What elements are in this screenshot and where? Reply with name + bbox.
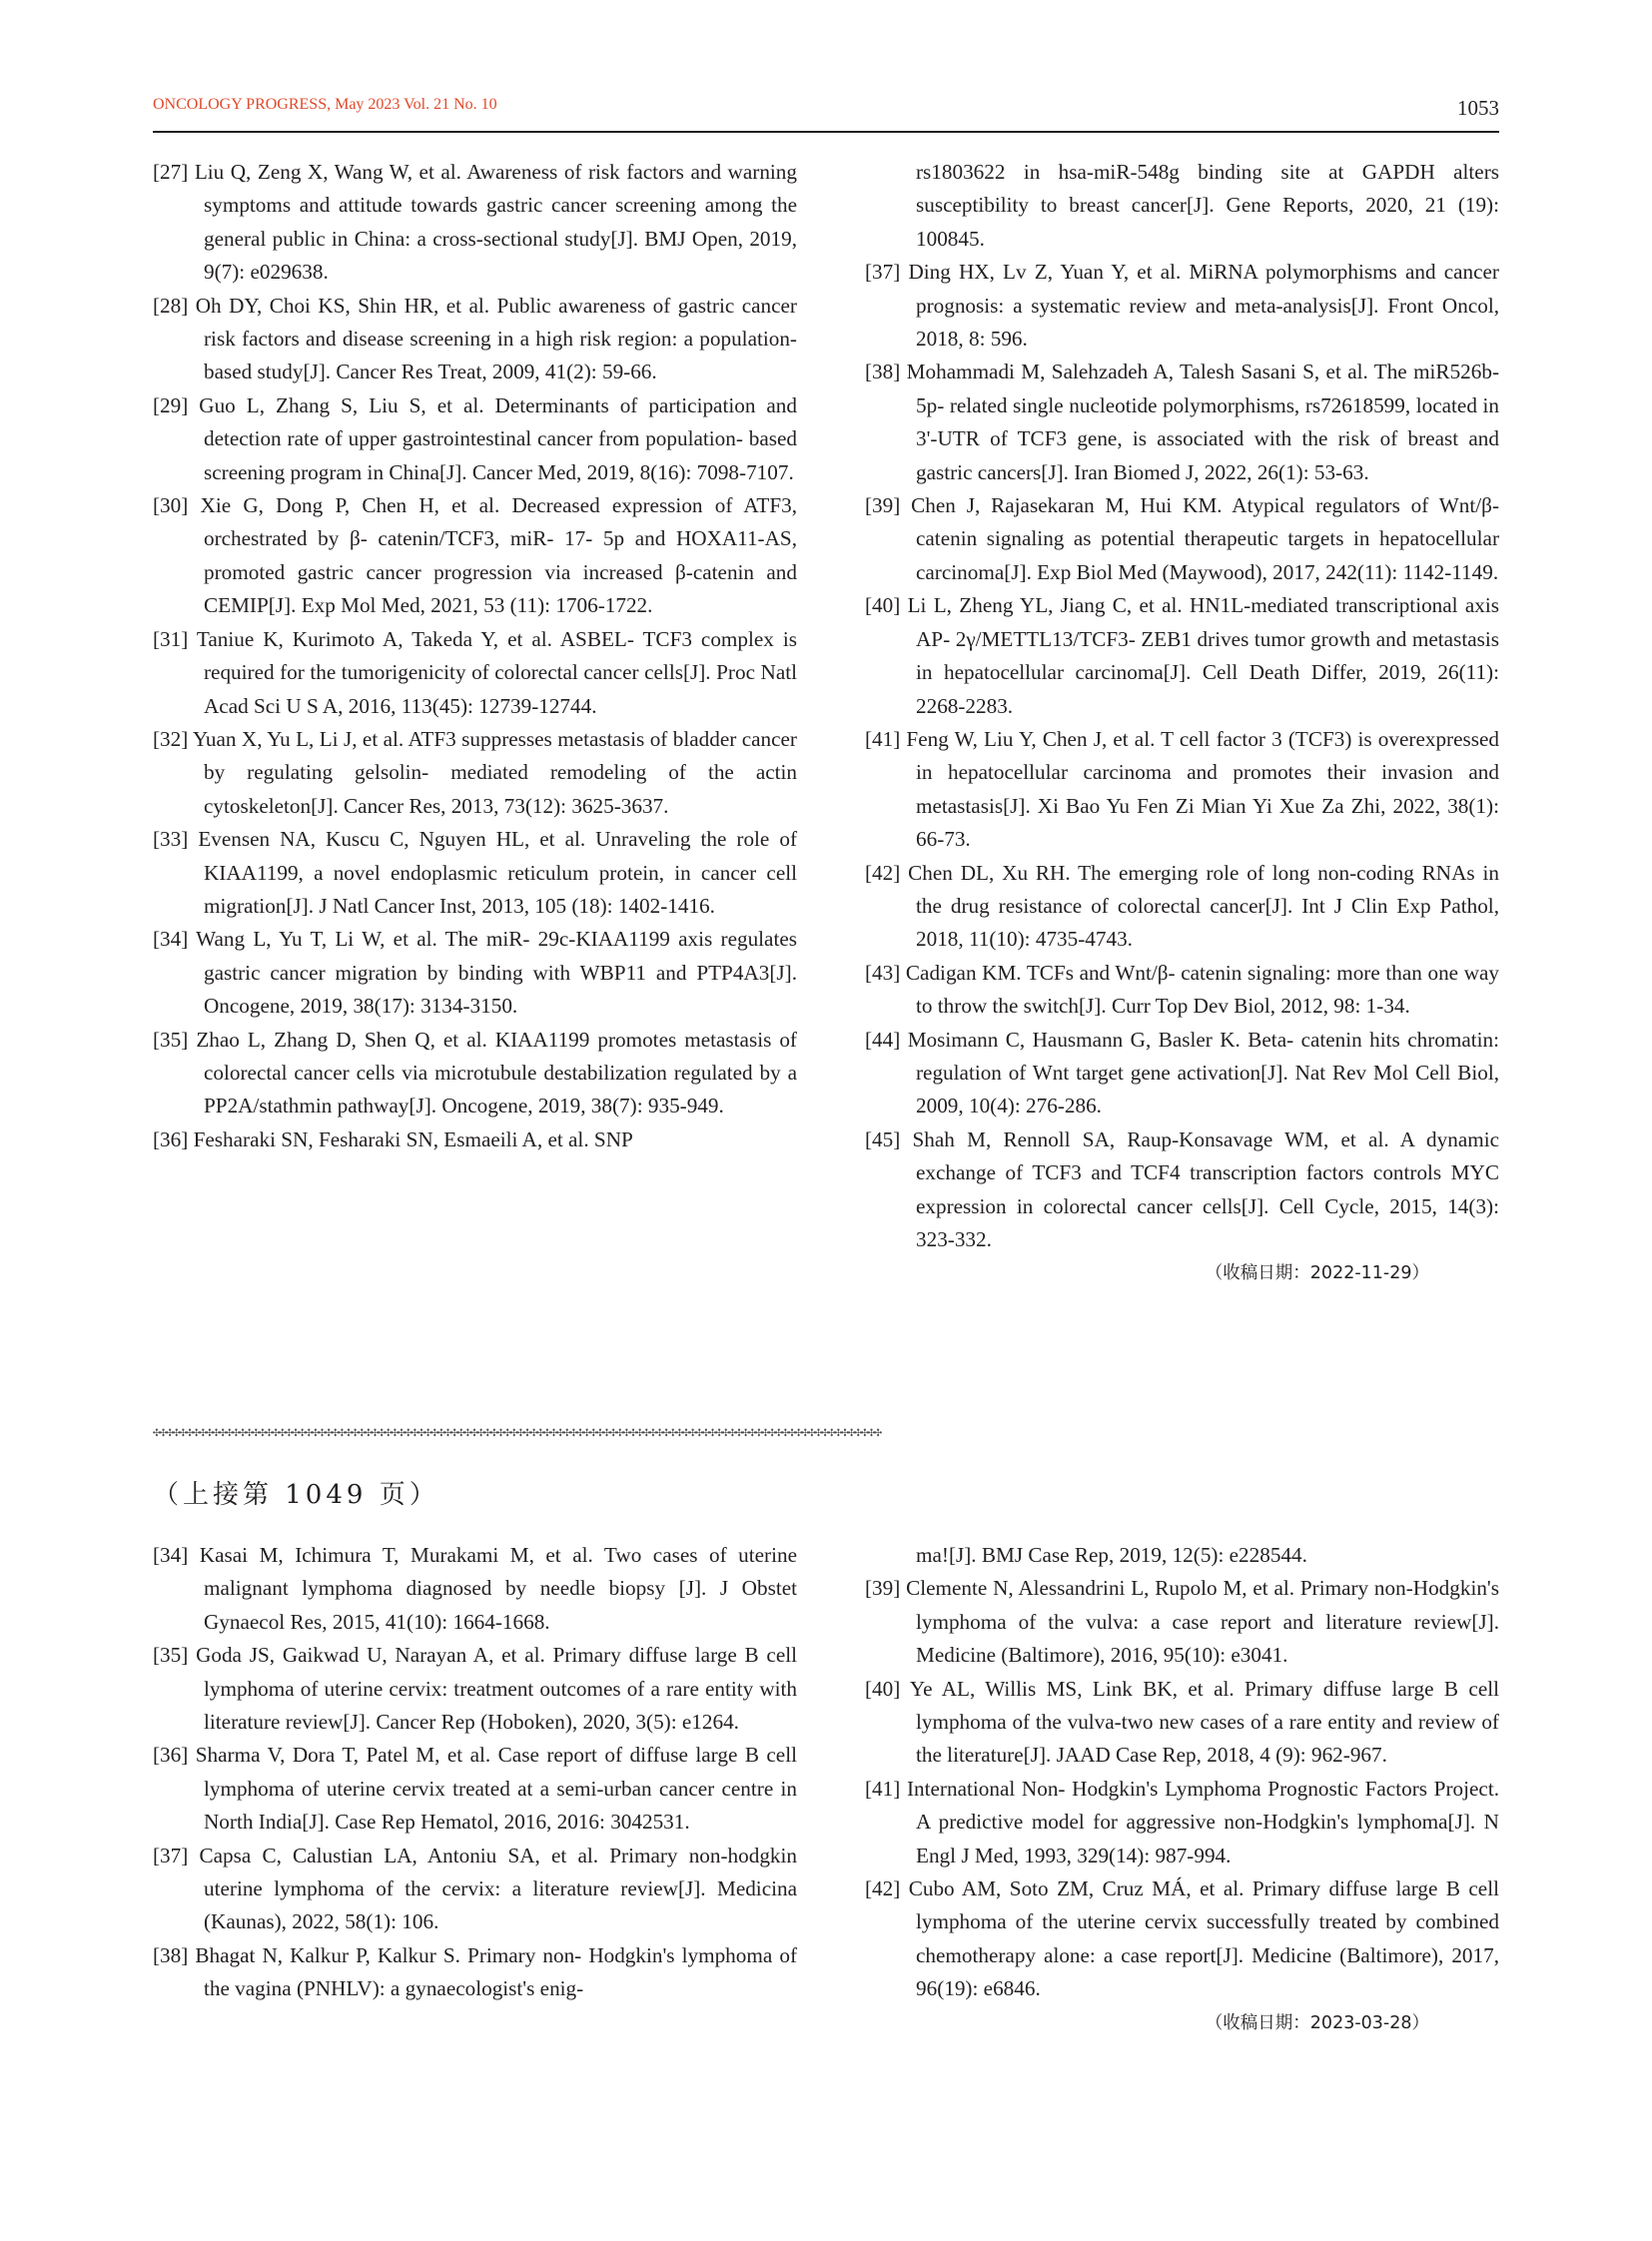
- reference-item: [38] Mohammadi M, Salehzadeh A, Talesh Sasani S, et al. The miR526b- 5p- related single nucleotide polymorphisms, rs72618599, located in 3'-UTR of TCF3 gene, is associated with the risk of breast and gastric cancers[J]. Iran Biomed J, 2022, 26(1): 53-63.: [865, 360, 1499, 484]
- received-date: （收稿日期：2022-11-29）: [1205, 1263, 1429, 1284]
- reference-continuation: rs1803622 in hsa-miR-548g binding site at GAPDH alters susceptibility to breast cancer[J]. Gene Reports, 2020, 21 (19): 100845.: [916, 160, 1499, 251]
- reference-item: [27] Liu Q, Zeng X, Wang W, et al. Awareness of risk factors and warning symptoms and attitude towards gastric cancer screening among the general public in China: a cross-sectional study[J]. BMJ Open, 2019, 9(7): e029638.: [153, 160, 797, 285]
- reference-item: [37] Ding HX, Lv Z, Yuan Y, et al. MiRNA polymorphisms and cancer prognosis: a systematic review and meta-analysis[J]. Front Oncol, 2018, 8: 596.: [865, 260, 1499, 352]
- reference-item: [41] Feng W, Liu Y, Chen J, et al. T cell factor 3 (TCF3) is overexpressed in hepatocellular carcinoma and promotes their invasion and metastasis[J]. Xi Bao Yu Fen Zi Mian Yi Xue Za Zhi, 2022, 38(1): 66-73.: [865, 726, 1499, 852]
- reference-item: [34] Wang L, Yu T, Li W, et al. The miR- 29c-KIAA1199 axis regulates gastric cancer migration by binding with WBP11 and PTP4A3[J]. Oncogene, 2019, 38(17): 3134-3150.: [153, 927, 797, 1019]
- reference-item: [42] Chen DL, Xu RH. The emerging role of long non-coding RNAs in the drug resistance of colorectal cancer[J]. Int J Clin Exp Pathol, 2018, 11(10): 4735-4743.: [865, 860, 1499, 952]
- reference-item: [35] Goda JS, Gaikwad U, Narayan A, et al. Primary diffuse large B cell lymphoma of uterine cervix: treatment outcomes of a rare entity with literature review[J]. Cancer Rep (Hoboken), 2020, 3(5): e1264.: [153, 1643, 797, 1735]
- section-divider: ✣✣✣✣✣✣✣✣✣✣✣✣✣✣✣✣✣✣✣✣✣✣✣✣✣✣✣✣✣✣✣✣✣✣✣✣✣✣✣✣✣✣✣✣✣✣✣✣✣✣✣✣✣✣✣✣✣✣✣✣✣✣✣✣✣✣✣✣✣✣✣✣✣✣✣✣✣✣✣✣✣✣✣✣✣✣✣✣✣✣✣✣✣✣✣✣✣✣✣✣✣✣✣✣✣✣✣✣✣✣: [153, 1426, 881, 1440]
- journal-title: ONCOLOGY PROGRESS, May 2023 Vol. 21 No. 10: [153, 96, 497, 113]
- reference-item: [45] Shah M, Rennoll SA, Raup-Konsavage WM, et al. A dynamic exchange of TCF3 and TCF4 transcription factors controls MYC expression in colorectal cancer cells[J]. Cell Cycle, 2015, 14(3): 323-332.: [865, 1126, 1499, 1251]
- reference-item: [32] Yuan X, Yu L, Li J, et al. ATF3 suppresses metastasis of bladder cancer by regulating gelsolin- mediated remodeling of the actin cytoskeleton[J]. Cancer Res, 2013, 73(12): 3625-3637.: [153, 726, 797, 818]
- reference-item: [33] Evensen NA, Kuscu C, Nguyen HL, et al. Unraveling the role of KIAA1199, a novel endoplasmic reticulum protein, in cancer cell migration[J]. J Natl Cancer Inst, 2013, 105 (18): 1402-1416.: [153, 827, 797, 918]
- reference-continuation: ma![J]. BMJ Case Rep, 2019, 12(5): e228544.: [916, 1543, 1307, 1567]
- reference-item: [36] Sharma V, Dora T, Patel M, et al. Case report of diffuse large B cell lymphoma of uterine cervix treated at a semi-urban cancer centre in North India[J]. Case Rep Hematol, 2016, 2016: 3042531.: [153, 1743, 797, 1835]
- reference-item: [38] Bhagat N, Kalkur P, Kalkur S. Primary non- Hodgkin's lymphoma of the vagina (PNHLV): a gynaecologist's enig-: [153, 1942, 797, 2001]
- references-left-column-2: [153, 1539, 797, 2006]
- reference-item: [43] Cadigan KM. TCFs and Wnt/β- catenin signaling: more than one way to throw the switch[J]. Curr Top Dev Biol, 2012, 98: 1-34.: [865, 960, 1499, 1019]
- header-rule: [153, 131, 1499, 133]
- continued-from-label: （上接第 1049 页）: [153, 1480, 439, 1510]
- reference-item: [39] Chen J, Rajasekaran M, Hui KM. Atypical regulators of Wnt/β-catenin signaling as potential therapeutic targets in hepatocellular carcinoma[J]. Exp Biol Med (Maywood), 2017, 242(11): 1142-1149.: [865, 493, 1499, 584]
- received-date: （收稿日期：2023-03-28）: [1205, 2012, 1429, 2033]
- reference-item: [35] Zhao L, Zhang D, Shen Q, et al. KIAA1199 promotes metastasis of colorectal cancer cells via microtubule destabilization regulated by a PP2A/stathmin pathway[J]. Oncogene, 2019, 38(7): 935-949.: [153, 1027, 797, 1119]
- reference-item: [29] Guo L, Zhang S, Liu S, et al. Determinants of participation and detection rate of upper gastrointestinal cancer from population- based screening program in China[J]. Cancer Med, 2019, 8(16): 7098-7107.: [153, 392, 797, 484]
- page-header: [153, 96, 1499, 128]
- reference-item: [31] Taniue K, Kurimoto A, Takeda Y, et al. ASBEL- TCF3 complex is required for the tumorigenicity of colorectal cancer cells[J]. Proc Natl Acad Sci U S A, 2016, 113(45): 12739-12744.: [153, 626, 797, 718]
- references-right-column-2: [865, 1539, 1499, 2040]
- reference-item: [30] Xie G, Dong P, Chen H, et al. Decreased expression of ATF3, orchestrated by β- catenin/TCF3, miR- 17- 5p and HOXA11-AS, promoted gastric cancer progression via increased β-catenin and CEMIP[J]. Exp Mol Med, 2021, 53 (11): 1706-1722.: [153, 493, 797, 618]
- reference-item: [40] Li L, Zheng YL, Jiang C, et al. HN1L-mediated transcriptional axis AP- 2γ/METTL13/TCF3- ZEB1 drives tumor growth and metastasis in hepatocellular carcinoma[J]. Cell Death Differ, 2019, 26(11): 2268-2283.: [865, 593, 1499, 718]
- reference-item: [39] Clemente N, Alessandrini L, Rupolo M, et al. Primary non-Hodgkin's lymphoma of the vulva: a case report and literature review[J]. Medicine (Baltimore), 2016, 95(10): e3041.: [865, 1576, 1499, 1668]
- reference-item: [36] Fesharaki SN, Fesharaki SN, Esmaeili A, et al. SNP: [153, 1126, 633, 1151]
- reference-item: [41] International Non- Hodgkin's Lymphoma Prognostic Factors Project. A predictive model for aggressive non-Hodgkin's lymphoma[J]. N Engl J Med, 1993, 329(14): 987-994.: [865, 1776, 1499, 1868]
- references-left-column: [153, 156, 797, 1156]
- references-right-column: [865, 156, 1499, 1290]
- reference-item: [42] Cubo AM, Soto ZM, Cruz MÁ, et al. Primary diffuse large B cell lymphoma of the uterine cervix successfully treated by combined chemotherapy alone: a case report[J]. Medicine (Baltimore), 2017, 96(19): e6846.: [865, 1876, 1499, 2001]
- reference-item: [37] Capsa C, Calustian LA, Antoniu SA, et al. Primary non-hodgkin uterine lymphoma of the cervix: a literature review[J]. Medicina (Kaunas), 2022, 58(1): 106.: [153, 1843, 797, 1934]
- reference-item: [34] Kasai M, Ichimura T, Murakami M, et al. Two cases of uterine malignant lymphoma diagnosed by needle biopsy [J]. J Obstet Gynaecol Res, 2015, 41(10): 1664-1668.: [153, 1543, 797, 1634]
- page-number: 1053: [1457, 96, 1499, 120]
- reference-item: [40] Ye AL, Willis MS, Link BK, et al. Primary diffuse large B cell lymphoma of the vulva-two new cases of a rare entity and review of the literature[J]. JAAD Case Rep, 2018, 4 (9): 962-967.: [865, 1676, 1499, 1768]
- reference-item: [28] Oh DY, Choi KS, Shin HR, et al. Public awareness of gastric cancer risk factors and disease screening in a high risk region: a population- based study[J]. Cancer Res Treat, 2009, 41(2): 59-66.: [153, 293, 797, 384]
- reference-item: [44] Mosimann C, Hausmann G, Basler K. Beta- catenin hits chromatin: regulation of Wnt target gene activation[J]. Nat Rev Mol Cell Biol, 2009, 10(4): 276-286.: [865, 1027, 1499, 1119]
